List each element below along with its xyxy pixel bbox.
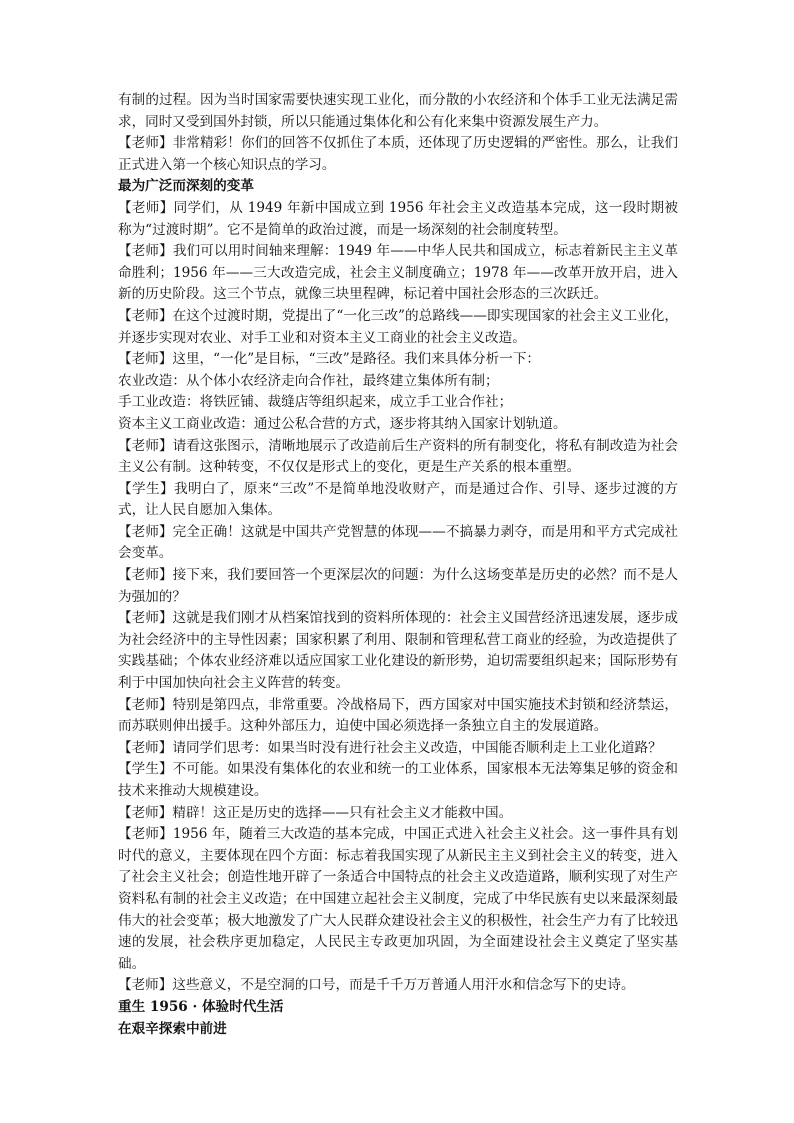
section-heading: 重生 1956 · 体验时代生活	[118, 998, 284, 1015]
paragraph: 【老师】接下来，我们要回答一个更深层次的问题：为什么这场变革是历史的必然？而不是人为强加的？	[118, 567, 678, 605]
paragraph: 【学生】我明白了，原来“三改”不是简单地没收财产，而是通过合作、引导、逐步过渡的方式，让人民自愿加入集体。	[118, 480, 678, 519]
paragraph: 【老师】我们可以用时间轴来理解：1949 年——中华人民共和国成立，标志着新民主主义革命胜利；1956 年——三大改造完成，社会主义制度确立；1978 年——改革开放开启，进入新的历史阶段。这三个节点，就像三块里程碑，标记着中国社会形态的三次跃迁。	[118, 243, 678, 303]
paragraph: 【老师】这就是我们刚才从档案馆找到的资料所体现的：社会主义国营经济迅速发展，逐步成为社会经济中的主导性因素；国家积累了利用、限制和管理私营工商业的经验，为改造提供了实践基础；个体农业经济难以适应国家工业化建设的新形势，迫切需要组织起来；国际形势有利于中国加快向社会主义阵营的转变。	[118, 610, 678, 692]
document-body	[118, 90, 678, 1040]
section-heading: 最为广泛而深刻的变革	[118, 178, 254, 195]
paragraph: 【老师】请同学们思考：如果当时没有进行社会主义改造，中国能否顺利走上工业化道路？	[118, 739, 662, 756]
paragraph: 【老师】精辟！这正是历史的选择——只有社会主义才能救中国。	[118, 804, 513, 821]
paragraph: 【老师】这些意义，不是空洞的口号，而是千千万万普通人用汗水和信念写下的史诗。	[118, 977, 635, 994]
list-item: 农业改造：从个体小农经济走向合作社，最终建立集体所有制；	[118, 372, 499, 389]
paragraph: 【老师】特别是第四点，非常重要。冷战格局下，西方国家对中国实施技术封锁和经济禁运，而苏联则伸出援手。这种外部压力，迫使中国必须选择一条独立自主的发展道路。	[118, 696, 678, 735]
paragraph: 【老师】在这个过渡时期，党提出了“一化三改”的总路线——即实现国家的社会主义工业化，并逐步实现对农业、对手工业和对资本主义工商业的社会主义改造。	[118, 307, 678, 346]
list-item: 资本主义工商业改造：通过公私合营的方式，逐步将其纳入国家计划轨道。	[118, 415, 567, 432]
paragraph: 【老师】这里，“一化”是目标，“三改”是路径。我们来具体分析一下：	[118, 351, 541, 368]
paragraph: 【学生】不可能。如果没有集体化的农业和统一的工业体系，国家根本无法筹集足够的资金和技术来推动大规模建设。	[118, 761, 678, 799]
list-item: 手工业改造：将铁匠铺、裁缝店等组织起来，成立手工业合作社；	[118, 394, 513, 411]
paragraph: 有制的过程。因为当时国家需要快速实现工业化，而分散的小农经济和个体手工业无法满足需求，同时又受到国外封锁，所以只能通过集体化和公有化来集中资源发展生产力。	[118, 92, 678, 130]
paragraph: 【老师】完全正确！这就是中国共产党智慧的体现——不搞暴力剥夺，而是用和平方式完成社会变革。	[118, 523, 678, 562]
paragraph: 【老师】同学们，从 1949 年新中国成立到 1956 年社会主义改造基本完成，这一段时期被称为“过渡时期”。它不是简单的政治过渡，而是一场深刻的社会制度转型。	[118, 199, 678, 238]
paragraph: 【老师】1956 年，随着三大改造的基本完成，中国正式进入社会主义社会。这一事件具有划时代的意义，主要体现在四个方面：标志着我国实现了从新民主主义到社会主义的转变，进入了社会主义社会；创造性地开辟了一条适合中国特点的社会主义改造道路，顺利实现了对生产资料私有制的社会主义改造；在中国建立起社会主义制度，完成了中华民族有史以来最深刻最伟大的社会变革；极大地激发了广大人民群众建设社会主义的积极性，社会生产力有了比较迅速的发展，社会秩序更加稳定，人民民主专政更加巩固，为全面建设社会主义奠定了坚实基础。	[118, 826, 678, 972]
paragraph: 【老师】请看这张图示，清晰地展示了改造前后生产资料的所有制变化，将私有制改造为社会主义公有制。这种转变，不仅仅是形式上的变化，更是生产关系的根本重塑。	[118, 437, 678, 476]
section-heading: 在艰辛探索中前进	[118, 1020, 227, 1037]
paragraph: 【老师】非常精彩！你们的回答不仅抓住了本质，还体现了历史逻辑的严密性。那么，让我们正式进入第一个核心知识点的学习。	[118, 135, 678, 173]
